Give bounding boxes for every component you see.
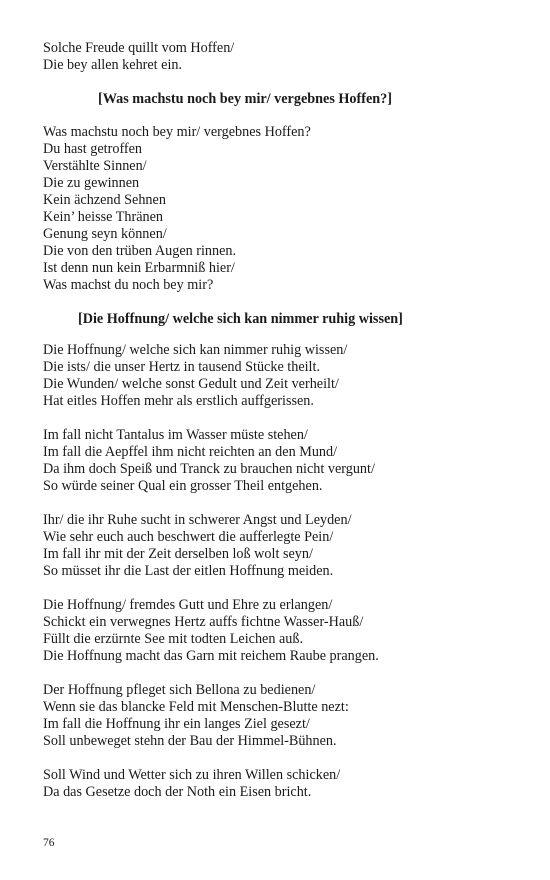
poem-line: Die von den trüben Augen rinnen.: [43, 243, 237, 259]
poem-line: Wie sehr euch auch beschwert die aufferlegte Pein/: [43, 529, 334, 545]
stanza: [43, 597, 513, 665]
poem-line: Soll unbeweget stehn der Bau der Himmel-Bühnen.: [43, 733, 337, 749]
stanza-gap: [43, 495, 513, 512]
stanza: [43, 767, 513, 801]
stanza: [43, 512, 513, 580]
poem2-heading: [Die Hoffnung/ welche sich kan nimmer ruhig wissen]: [78, 311, 403, 327]
poem-line: Der Hoffnung pfleget sich Bellona zu bedienen/: [43, 682, 316, 698]
stanza-gap: [43, 750, 513, 767]
page-body: [43, 40, 513, 801]
poem-line: So müsset ihr die Last der eitlen Hoffnung meiden.: [43, 563, 334, 579]
poem-line: Die zu gewinnen: [43, 175, 140, 191]
poem1-heading: [Was machstu noch bey mir/ vergebnes Hoffen?]: [98, 91, 392, 107]
poem-line: Im fall die Hoffnung ihr ein langes Ziel gesezt/: [43, 716, 310, 732]
poem-line: Kein’ heisse Thränen: [43, 209, 164, 225]
poem-line: Füllt die erzürnte See mit todten Leichen auß.: [43, 631, 304, 647]
poem-line: Wenn sie das blancke Feld mit Menschen-Blutte nezt:: [43, 699, 349, 715]
poem-line: Im fall die Aepffel ihm nicht reichten an den Mund/: [43, 444, 338, 460]
poem-line: Was machstu noch bey mir/ vergebnes Hoffen?: [43, 124, 311, 140]
poem-line: Du hast getroffen: [43, 141, 143, 157]
poem-line: Da das Gesetze doch der Noth ein Eisen bricht.: [43, 784, 312, 800]
poem-line: So würde seiner Qual ein grosser Theil entgehen.: [43, 478, 323, 494]
poem-line: Die Hoffnung/ welche sich kan nimmer ruhig wissen/: [43, 342, 348, 358]
poem-line: Soll Wind und Wetter sich zu ihren Willen schicken/: [43, 767, 341, 783]
poem-line: Da ihm doch Speiß und Tranck zu brauchen nicht vergunt/: [43, 461, 375, 477]
poem-line: Ihr/ die ihr Ruhe sucht in schwerer Angst und Leyden/: [43, 512, 352, 528]
stanza: [43, 427, 513, 495]
poem2-body: [43, 342, 513, 801]
poem-line: Die Wunden/ welche sonst Gedult und Zeit verheilt/: [43, 376, 339, 392]
stanza-gap: [43, 410, 513, 427]
poem-line: Die bey allen kehret ein.: [43, 57, 183, 73]
poem-line: Was machst du noch bey mir?: [43, 277, 214, 293]
poem-line: Solche Freude quillt vom Hoffen/: [43, 40, 235, 56]
poem-line: Im fall ihr mit der Zeit derselben loß wolt seyn/: [43, 546, 313, 562]
poem-line: Kein ächzend Sehnen: [43, 192, 166, 208]
stanza: [43, 682, 513, 750]
stanza-gap: [43, 665, 513, 682]
poem-line: Die ists/ die unser Hertz in tausend Stücke theilt.: [43, 359, 320, 375]
poem-line: Schickt ein verwegnes Hertz auffs fichtne Wasser-Hauß/: [43, 614, 364, 630]
poem-line: Verstählte Sinnen/: [43, 158, 147, 174]
intro-stanza: [43, 40, 513, 74]
poem-line: Die Hoffnung/ fremdes Gutt und Ehre zu erlangen/: [43, 597, 333, 613]
stanza: [43, 342, 513, 410]
page-number: 76: [43, 837, 55, 849]
stanza-gap: [43, 580, 513, 597]
poem-line: Genung seyn können/: [43, 226, 167, 242]
poem1-stanza: [43, 124, 513, 294]
poem-line: Die Hoffnung macht das Garn mit reichem Raube prangen.: [43, 648, 379, 664]
poem-line: Im fall nicht Tantalus im Wasser müste stehen/: [43, 427, 308, 443]
poem-line: Hat eitles Hoffen mehr als erstlich auffgerissen.: [43, 393, 314, 409]
poem-line: Ist denn nun kein Erbarmniß hier/: [43, 260, 235, 276]
